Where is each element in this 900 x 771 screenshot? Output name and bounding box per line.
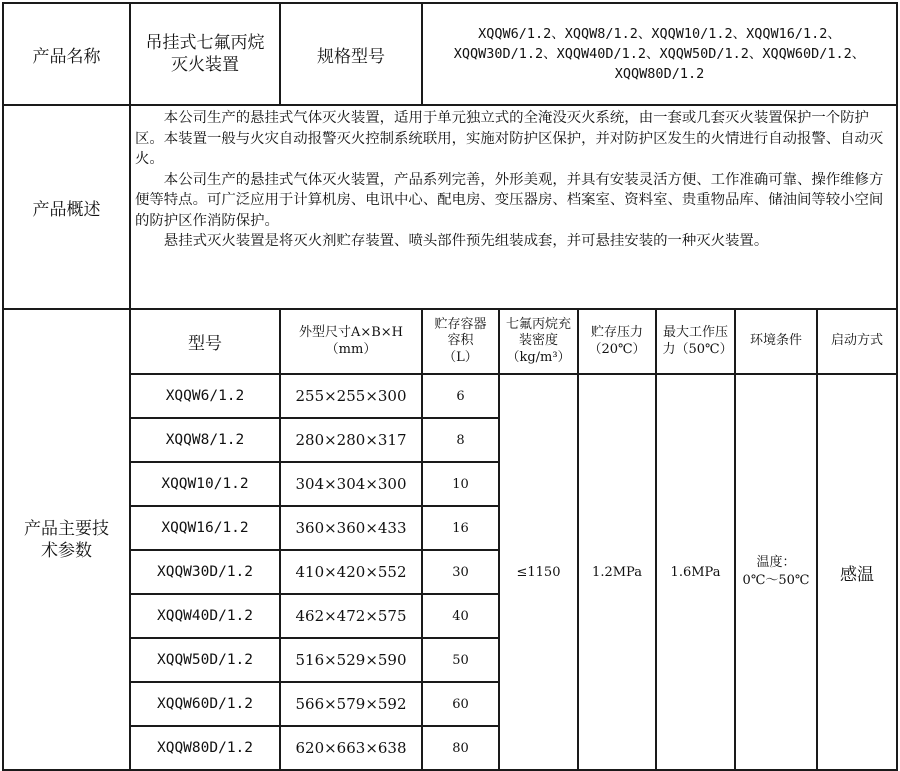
environment-value: [735, 374, 817, 770]
environment-label: 温度：: [756, 555, 796, 570]
spec-model-label: 规格型号: [280, 3, 422, 105]
col-startup: 启动方式: [817, 309, 897, 374]
col-volume: 贮存容器容积（L）: [422, 309, 499, 374]
spec-models: XQQW6/1.2、XQQW8/1.2、XQQW10/1.2、XQQW16/1.2、XQQW30D/1.2、XQQW40D/1.2、XQQW50D/1.2、XQQW60D/1.2、XQQW80D/1.2: [422, 3, 897, 105]
spec-table: [2, 2, 898, 771]
row-dims: 410×420×552: [280, 550, 422, 594]
overview-text: [130, 105, 897, 309]
overview-paragraph-2: 本公司生产的悬挂式气体灭火装置，产品系列完善，外形美观，并具有安装灵活方便、工作准确可靠、操作维修方便等特点。可广泛应用于计算机房、电讯中心、配电房、变压器房、档案室、资料室、贵重物品库、储油间等较小空间的防护区作消防保护。: [135, 171, 884, 229]
row-dims: 516×529×590: [280, 638, 422, 682]
max-pressure-value: 1.6MPa: [656, 374, 735, 770]
row-dims: 620×663×638: [280, 726, 422, 770]
row-dims: 280×280×317: [280, 418, 422, 462]
col-density: 七氟丙烷充装密度（kg/m³）: [499, 309, 578, 374]
density-value: ≤1150: [499, 374, 578, 770]
environment-range: 0℃～50℃: [742, 573, 810, 588]
col-max-pressure: 最大工作压力（50℃）: [656, 309, 735, 374]
row-volume: 80: [422, 726, 499, 770]
row-model: XQQW40D/1.2: [130, 594, 280, 638]
row-volume: 40: [422, 594, 499, 638]
row-volume: 60: [422, 682, 499, 726]
row-model: XQQW10/1.2: [130, 462, 280, 506]
row-model: XQQW80D/1.2: [130, 726, 280, 770]
col-dims: 外型尺寸A×B×H（mm）: [280, 309, 422, 374]
row-dims: 360×360×433: [280, 506, 422, 550]
storage-pressure-value: 1.2MPa: [578, 374, 656, 770]
row-model: XQQW8/1.2: [130, 418, 280, 462]
col-storage-pressure: 贮存压力（20℃）: [578, 309, 656, 374]
row-volume: 6: [422, 374, 499, 418]
row-model: XQQW30D/1.2: [130, 550, 280, 594]
row-dims: 566×579×592: [280, 682, 422, 726]
product-name-label: 产品名称: [3, 3, 130, 105]
row-dims: 304×304×300: [280, 462, 422, 506]
row-dims: 462×472×575: [280, 594, 422, 638]
col-model: 型号: [130, 309, 280, 374]
row-model: XQQW16/1.2: [130, 506, 280, 550]
row-model: XQQW50D/1.2: [130, 638, 280, 682]
row-volume: 30: [422, 550, 499, 594]
col-environment: 环境条件: [735, 309, 817, 374]
row-volume: 10: [422, 462, 499, 506]
product-name: 吊挂式七氟丙烷灭火装置: [130, 3, 280, 105]
row-model: XQQW60D/1.2: [130, 682, 280, 726]
row-dims: 255×255×300: [280, 374, 422, 418]
row-volume: 8: [422, 418, 499, 462]
table-row: [3, 374, 897, 418]
overview-paragraph-1: 本公司生产的悬挂式气体灭火装置，适用于单元独立式的全淹没灭火系统，由一套或几套灭火装置保护一个防护区。本装置一般与火灾自动报警灭火控制系统联用，实施对防护区保护，并对防护区发生的火情进行自动报警、自动灭火。: [135, 110, 884, 167]
overview-paragraph-3: 悬挂式灭火装置是将灭火剂贮存装置、喷头部件预先组装成套，并可悬挂安装的一种灭火装置。: [163, 233, 769, 249]
startup-value: 感温: [817, 374, 897, 770]
row-model: XQQW6/1.2: [130, 374, 280, 418]
overview-label: 产品概述: [3, 105, 130, 309]
row-volume: 16: [422, 506, 499, 550]
row-volume: 50: [422, 638, 499, 682]
specs-label: 产品主要技术参数: [3, 309, 130, 770]
